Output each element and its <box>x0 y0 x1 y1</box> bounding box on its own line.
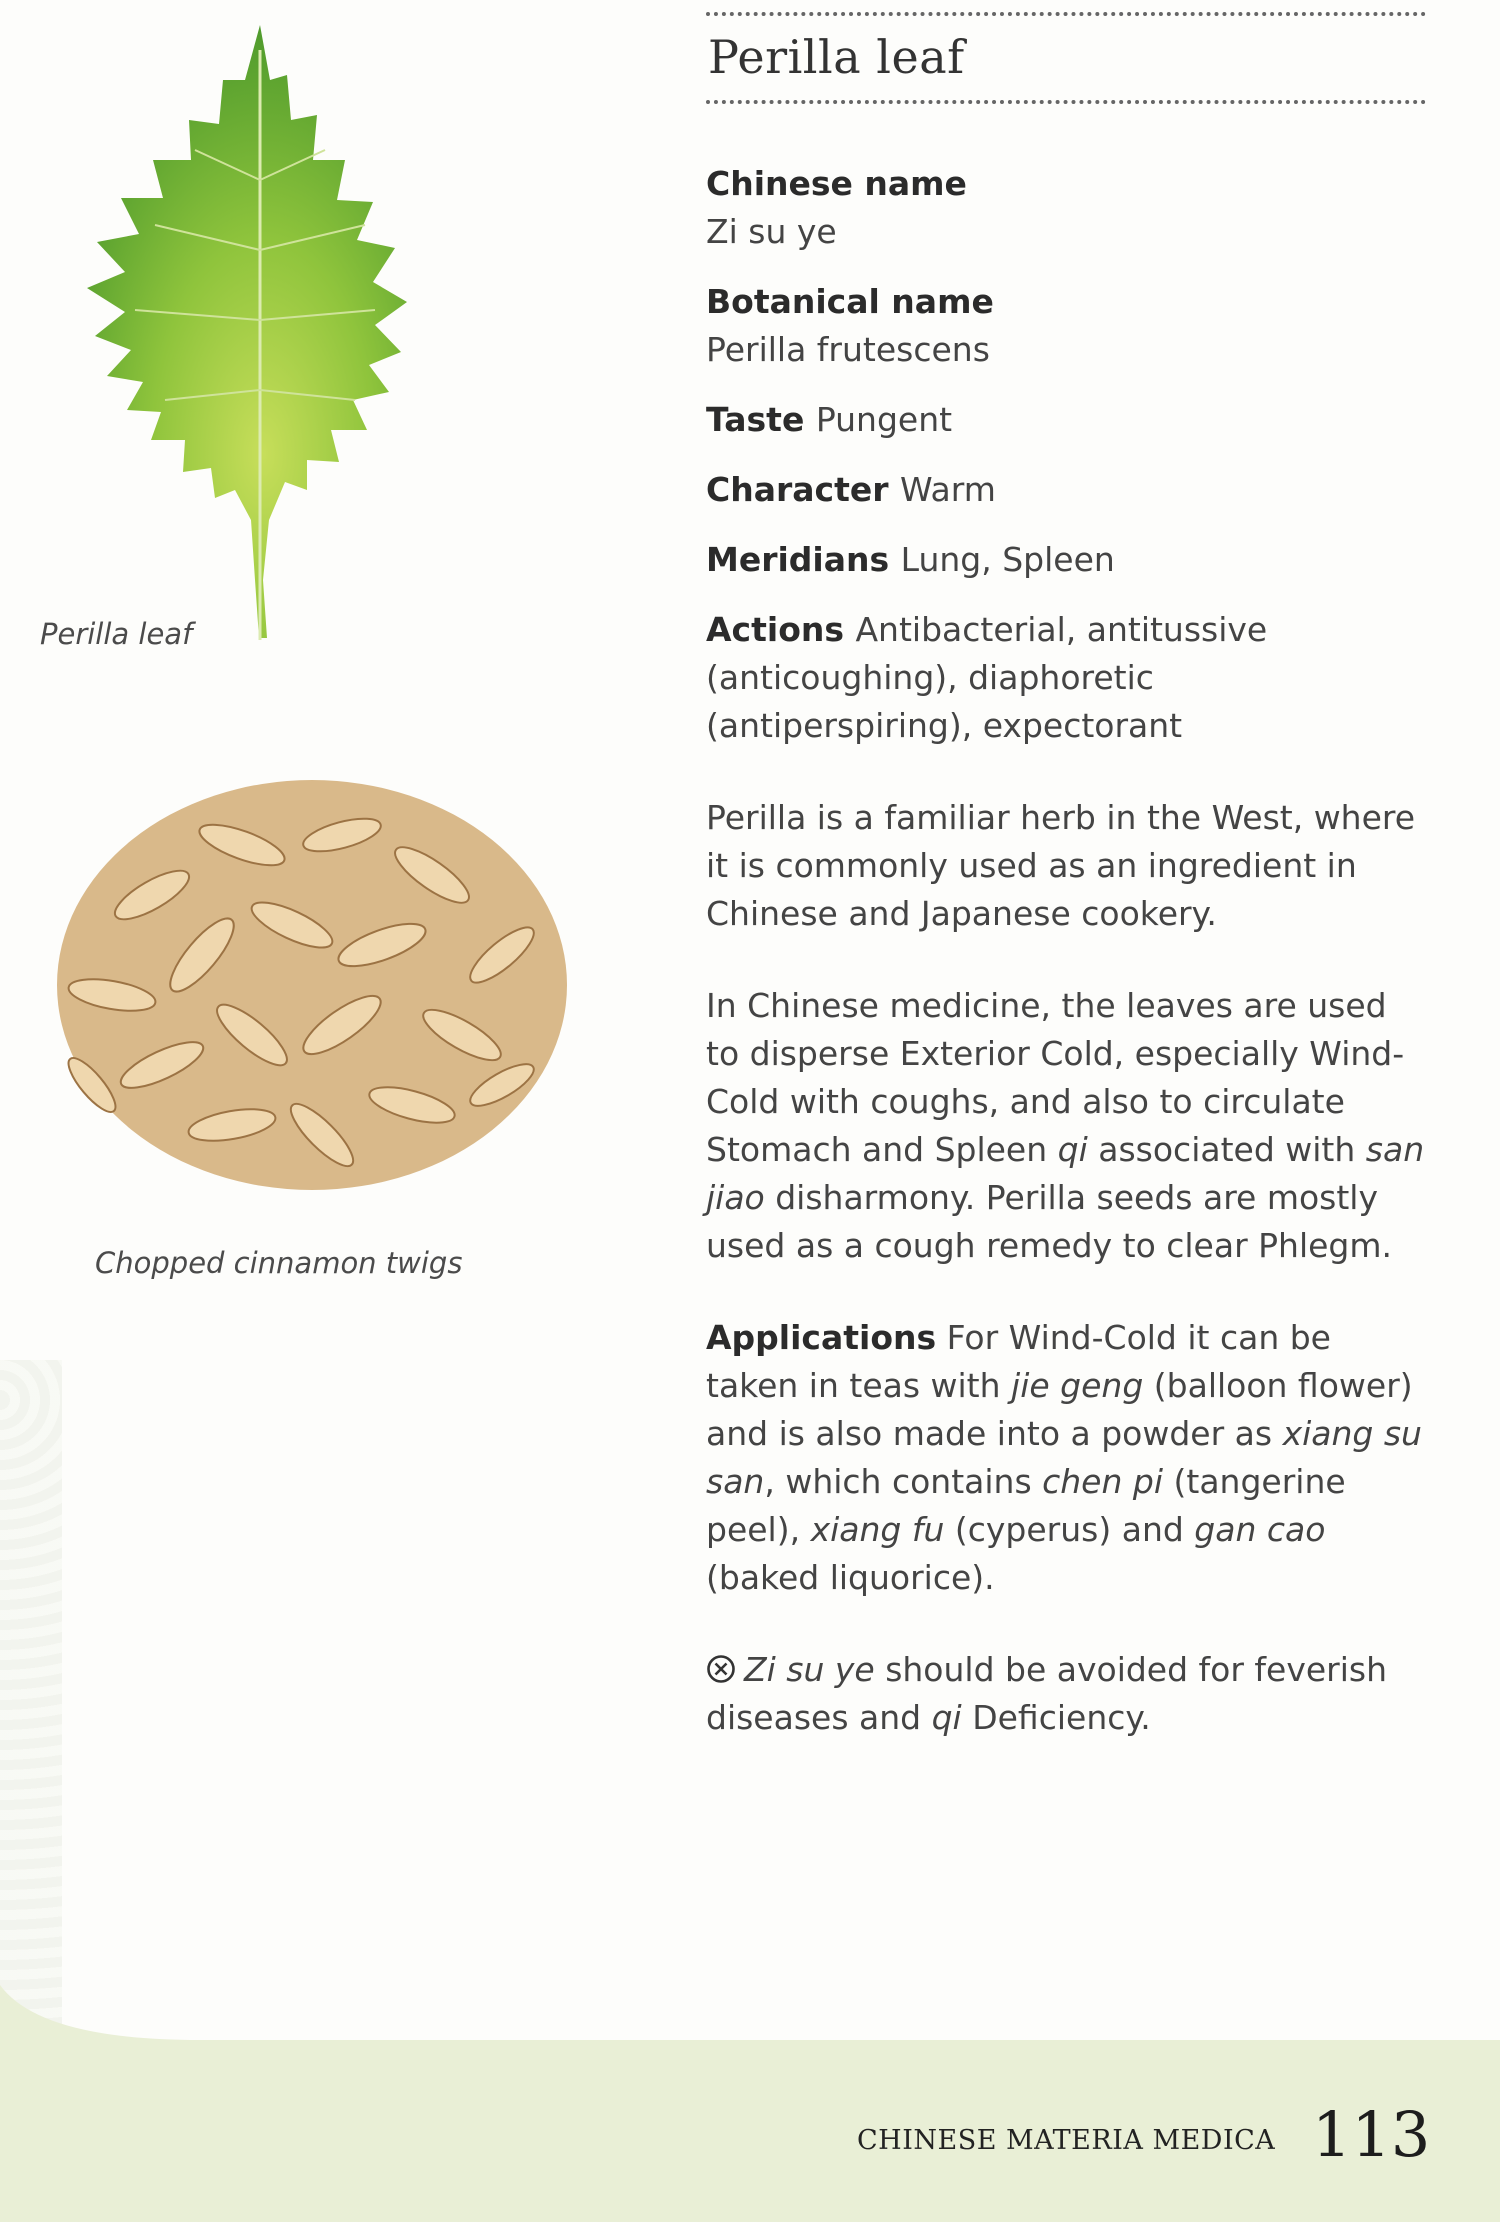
title-block <box>706 12 1426 104</box>
xiang-su-san-term: xiang su san <box>706 1414 1422 1501</box>
perilla-leaf-image <box>55 20 415 650</box>
zi-su-ye-term: Zi su ye <box>744 1650 875 1689</box>
cinnamon-caption: Chopped cinnamon twigs <box>95 1246 463 1280</box>
medicine-text-b: associated with <box>1087 1130 1366 1169</box>
meridians-value: Lung, Spleen <box>900 540 1115 579</box>
leaf-caption: Perilla leaf <box>40 617 193 651</box>
applications-text-6: (baked liquorice). <box>706 1558 995 1597</box>
applications-text-2: (balloon flower) and is also made into a powder as <box>706 1366 1413 1453</box>
botanical-name-value: Perilla frutescens <box>706 330 990 369</box>
botanical-name-label: Botanical name <box>706 282 994 321</box>
character-label: Character <box>706 470 901 509</box>
caution-x-icon <box>706 1654 736 1684</box>
chinese-name-value: Zi su ye <box>706 212 837 251</box>
top-dotted-rule <box>706 12 1426 16</box>
gan-cao-term: gan cao <box>1194 1510 1326 1549</box>
page-title: Perilla leaf <box>708 30 965 84</box>
applications-paragraph <box>706 1314 1426 1602</box>
chen-pi-term: chen pi <box>1042 1462 1164 1501</box>
qi-term: qi <box>1057 1130 1088 1169</box>
taste-label: Taste <box>706 400 816 439</box>
botanical-name-field <box>706 278 1426 374</box>
decorative-pattern <box>0 1360 62 2060</box>
page-number: 113 <box>1312 2098 1431 2171</box>
meridians-field <box>706 536 1426 584</box>
herb-details <box>706 160 1426 1742</box>
medicine-text-c: disharmony. Perilla seeds are mostly used as a cough remedy to clear Phlegm. <box>706 1178 1393 1265</box>
medicine-text-a: In Chinese medicine, the leaves are used to disperse Exterior Cold, especially Wind-Cold with coughs, and also to circulate Stomach and Spleen <box>706 986 1405 1169</box>
meridians-label: Meridians <box>706 540 901 579</box>
taste-value: Pungent <box>815 400 953 439</box>
medicine-paragraph <box>706 982 1426 1270</box>
applications-text-1: For Wind-Cold it can be taken in teas with <box>706 1318 1331 1405</box>
actions-label: Actions <box>706 610 856 649</box>
applications-text-4: (tangerine peel), <box>706 1462 1346 1549</box>
xiang-fu-term: xiang fu <box>810 1510 945 1549</box>
applications-label: Applications <box>706 1318 937 1357</box>
taste-field <box>706 396 1426 444</box>
intro-paragraph: Perilla is a familiar herb in the West, where it is commonly used as an ingredient in Chinese and Japanese cookery. <box>706 798 1416 933</box>
character-field <box>706 466 1426 514</box>
applications-text-3: , which contains <box>764 1462 1043 1501</box>
warning-text-1: should be avoided for feverish diseases and <box>706 1650 1388 1737</box>
footer-section-title: CHINESE MATERIA MEDICA <box>857 2125 1276 2156</box>
applications-text-5: (cyperus) and <box>944 1510 1195 1549</box>
bottom-dotted-rule <box>706 100 1426 104</box>
jie-geng-term: jie geng <box>1011 1366 1144 1405</box>
warning-text-2: Deficiency. <box>961 1698 1151 1737</box>
san-jiao-term: san jiao <box>706 1130 1425 1217</box>
actions-value: Antibacterial, antitussive (anticoughing), diaphoretic (antiperspiring), expectorant <box>706 610 1268 745</box>
actions-field <box>706 606 1426 750</box>
warning-paragraph <box>706 1646 1426 1742</box>
cinnamon-twigs-image <box>32 755 592 1215</box>
warning-qi-term: qi <box>931 1698 962 1737</box>
chinese-name-label: Chinese name <box>706 164 967 203</box>
chinese-name-field <box>706 160 1426 256</box>
character-value: Warm <box>900 470 996 509</box>
